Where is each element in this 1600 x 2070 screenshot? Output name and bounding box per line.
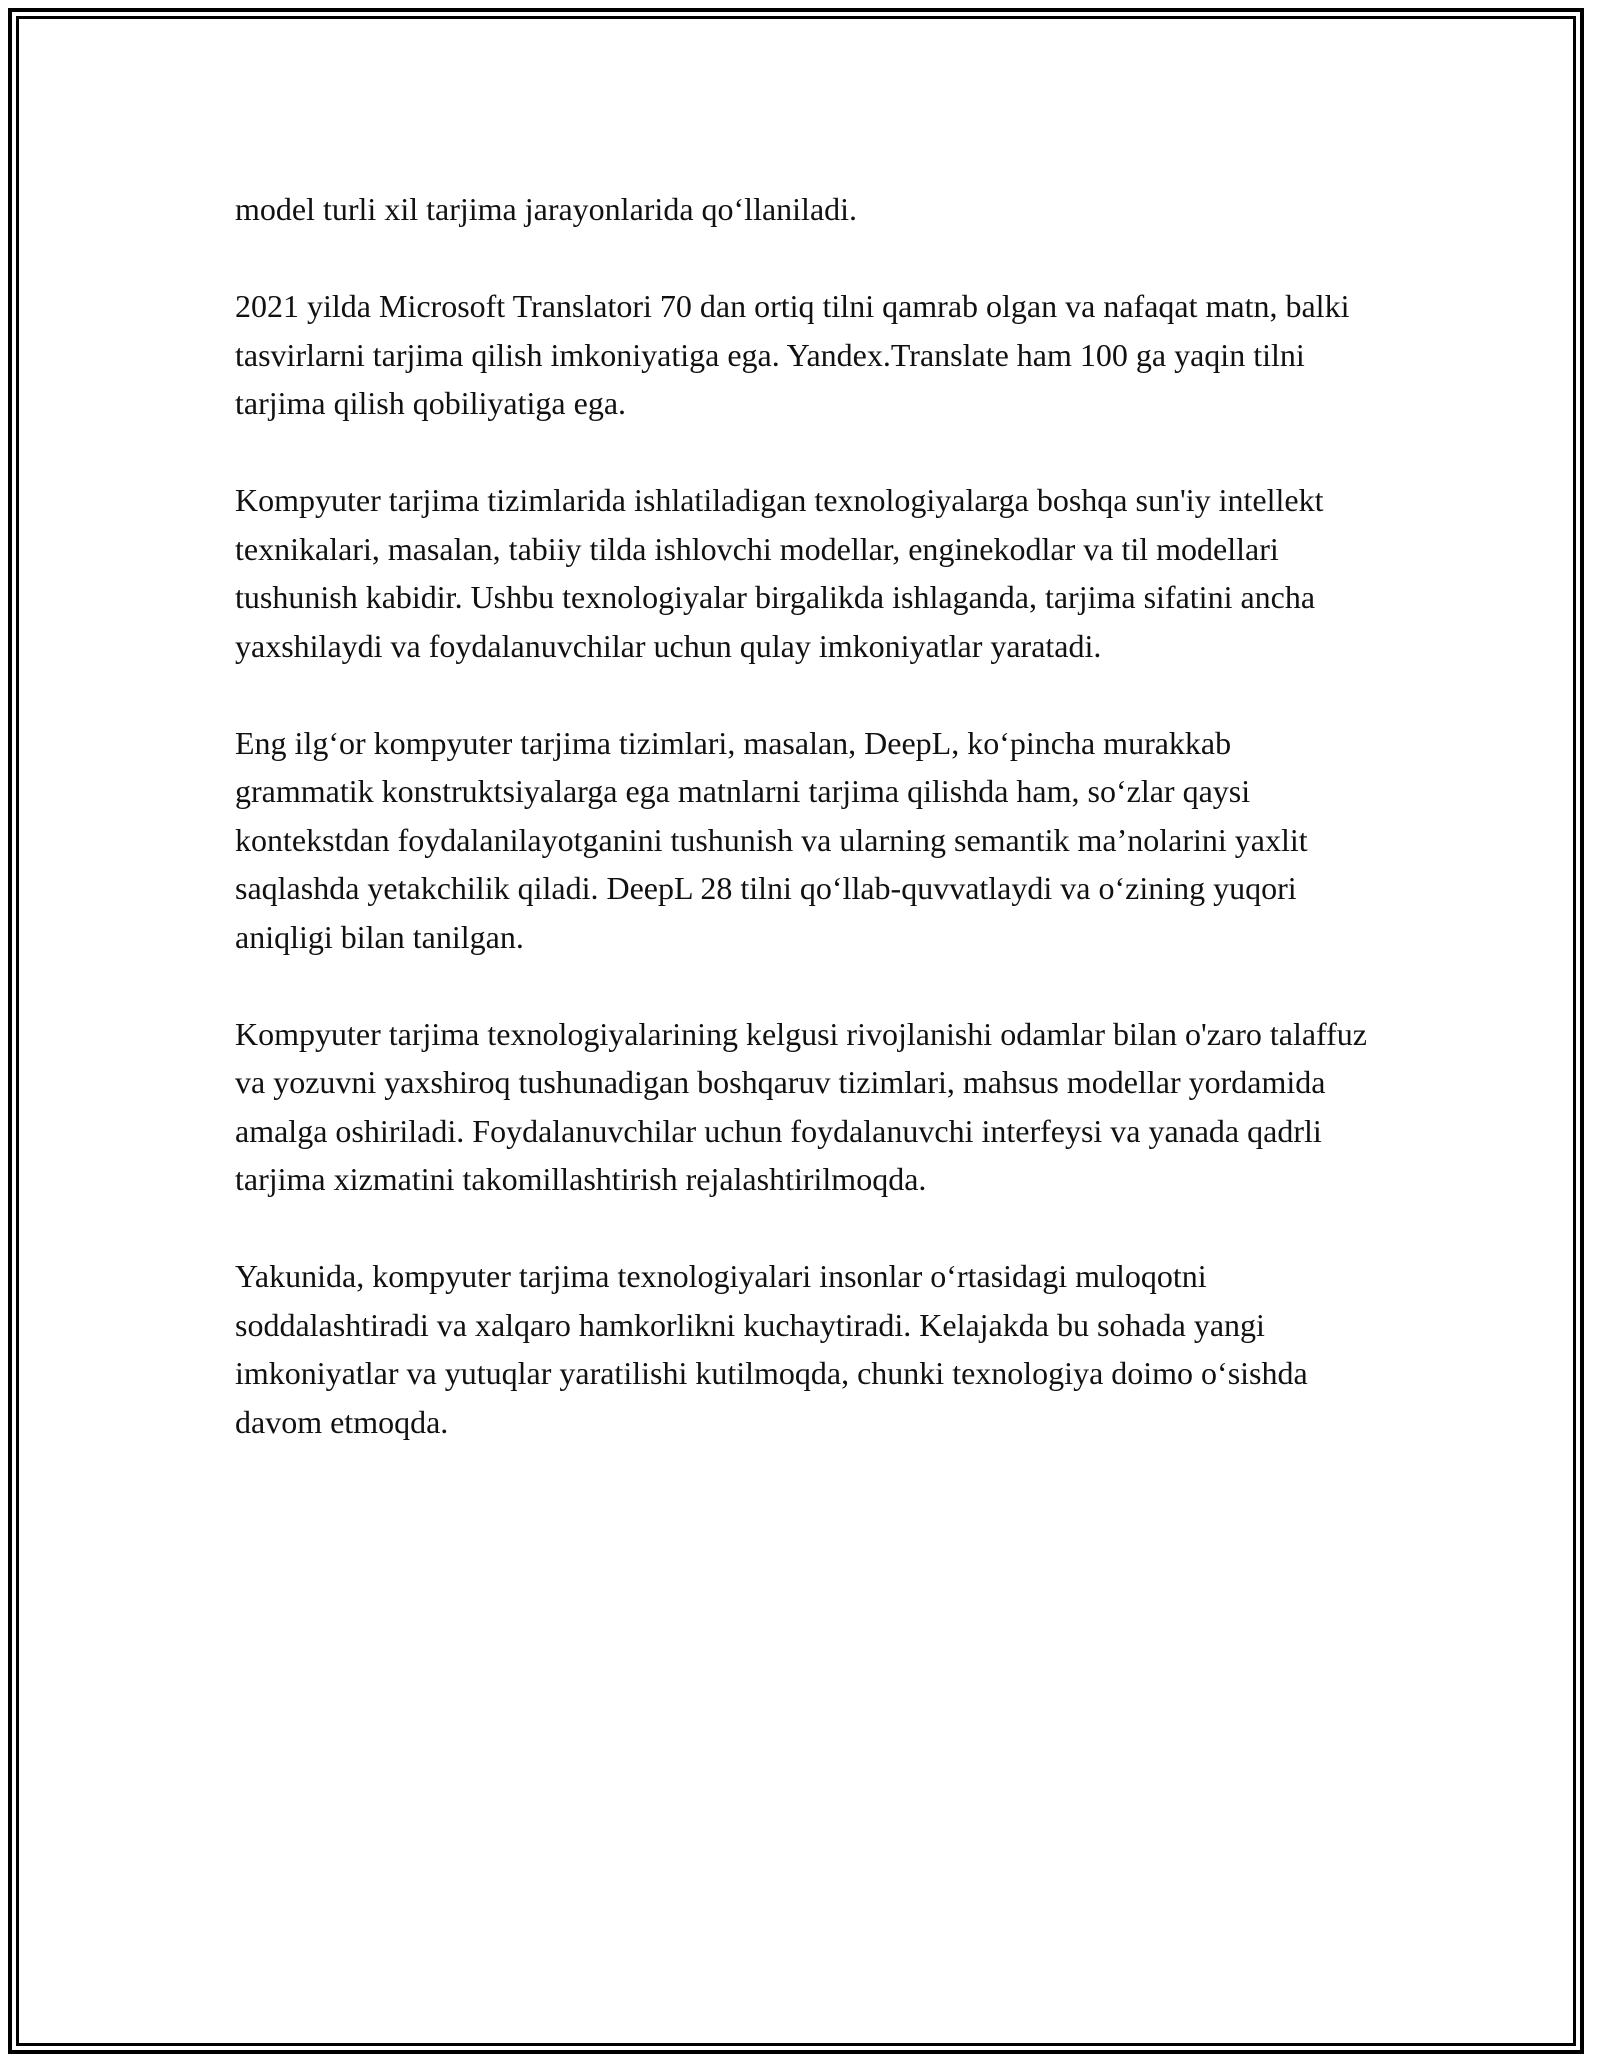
paragraph-3: Kompyuter tarjima tizimlarida ishlatiladigan texnologiyalarga boshqa sun'iy intellekt texnikalari, masalan, tabiiy tilda ishlovchi modellar, enginekodlar va til modellari tushunish kabidir. Ushbu texnologiyalar birgalikda ishlaganda, tarjima sifatini ancha yaxshilaydi va foydalanuvchilar uchun qulay imkoniyatlar yaratadi. [235,482,1324,664]
paragraph-4: Eng ilg‘or kompyuter tarjima tizimlari, masalan, DeepL, ko‘pincha murakkab grammatik konstruktsiyalarga ega matnlarni tarjima qilishda ham, so‘zlar qaysi kontekstdan foydalanilayotganini tushunish va ularning semantik ma’nolarini yaxlit saqlashda yetakchilik qiladi. DeepL 28 tilni qo‘llab-quvvatlaydi va o‘zining yuqori aniqligi bilan tanilgan. [235,724,1308,955]
document-body [235,185,1375,1495]
paragraph-2: 2021 yilda Microsoft Translatori 70 dan ortiq tilni qamrab olgan va nafaqat matn, balki tasvirlarni tarjima qilish imkoniyatiga ega. Yandex.Translate ham 100 ga yaqin tilni tarjima qilish qobiliyatiga ega. [235,288,1350,421]
paragraph-6: Yakunida, kompyuter tarjima texnologiyalari insonlar o‘rtasidagi muloqotni soddalashtiradi va xalqaro hamkorlikni kuchaytiradi. Kelajakda bu sohada yangi imkoniyatlar va yutuqlar yaratilishi kutilmoqda, chunki texnologiya doimo o‘sishda davom etmoqda. [235,1258,1308,1440]
paragraph-1: model turli xil tarjima jarayonlarida qo‘llaniladi. [235,191,858,227]
paragraph-5: Kompyuter tarjima texnologiyalarining kelgusi rivojlanishi odamlar bilan o'zaro talaffuz va yozuvni yaxshiroq tushunadigan boshqaruv tizimlari, mahsus modellar yordamida amalga oshiriladi. Foydalanuvchilar uchun foydalanuvchi interfeysi va yanada qadrli tarjima xizmatini takomillashtirish rejalashtirilmoqda. [235,1015,1367,1197]
